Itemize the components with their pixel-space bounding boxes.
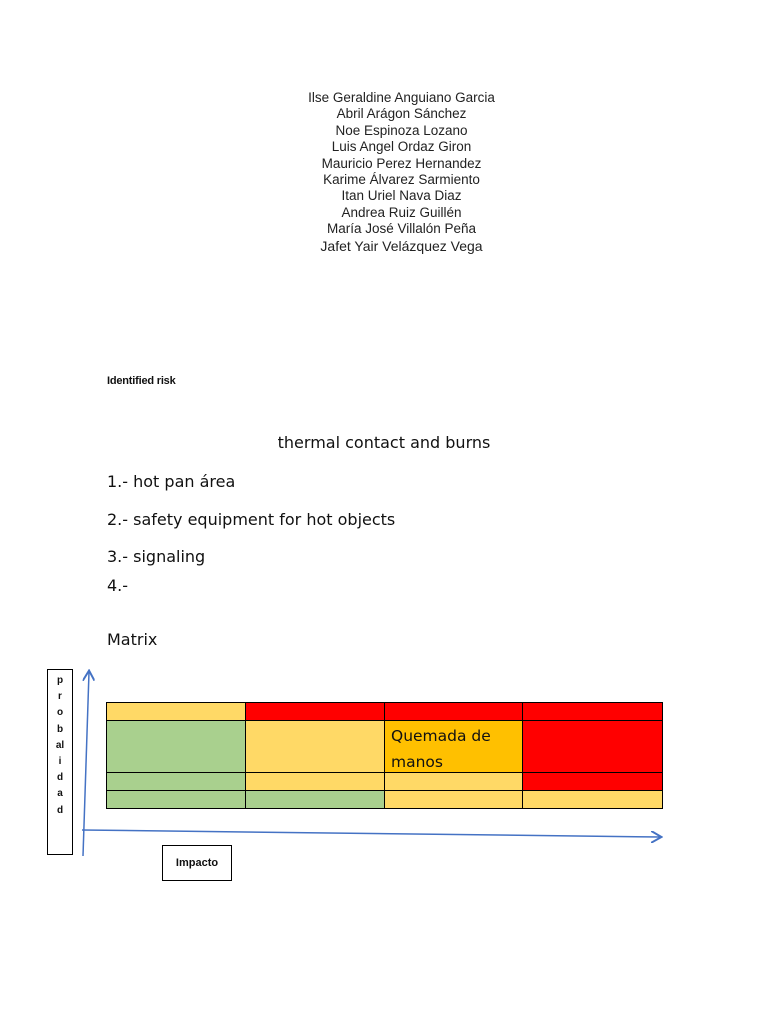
author-name: María José Villalón Peña xyxy=(326,221,477,237)
prob-letter: al xyxy=(55,739,65,751)
prob-letter: p xyxy=(56,675,64,686)
author-name: Ilse Geraldine Anguiano Garcia xyxy=(308,90,495,105)
highlight-cell-label: Quemada de manos xyxy=(391,727,491,771)
risk-item-3: 3.- signaling xyxy=(107,547,206,566)
identified-risk-label: Identified risk xyxy=(107,375,176,387)
prob-letter: o xyxy=(56,707,64,719)
author-name: Abril Arágon Sánchez xyxy=(336,106,467,122)
matrix-cell xyxy=(522,720,663,773)
prob-letter: a xyxy=(57,788,63,800)
author-name: Jafet Yair Velázquez Vega xyxy=(320,237,483,254)
y-axis-arrow xyxy=(83,672,89,856)
author-name: Noe Espinoza Lozano xyxy=(335,122,468,138)
matrix-cell xyxy=(106,720,246,773)
prob-letter: r xyxy=(58,691,62,703)
matrix-cell xyxy=(522,702,663,721)
matrix-cell xyxy=(384,702,523,721)
matrix-cell xyxy=(106,790,246,809)
prob-letter: d xyxy=(56,804,64,816)
matrix-cell xyxy=(245,702,385,721)
matrix-cell xyxy=(245,790,385,809)
x-axis-arrow xyxy=(82,830,660,837)
impact-axis-label: Impacto xyxy=(162,845,232,881)
risk-item-2: 2.- safety equipment for hot objects xyxy=(107,510,396,529)
prob-letter: i xyxy=(58,756,62,768)
prob-letter: d xyxy=(56,772,64,784)
matrix-cell xyxy=(245,720,385,773)
author-name: Itan Uriel Nava Diaz xyxy=(341,188,462,204)
author-name: Mauricio Perez Hernandez xyxy=(321,155,482,171)
matrix-cell xyxy=(245,772,385,791)
risk-item-4: 4.- xyxy=(107,576,129,595)
author-name: Andrea Ruiz Guillén xyxy=(341,204,462,220)
matrix-cell xyxy=(522,772,663,791)
matrix-cell xyxy=(106,702,246,721)
risk-matrix xyxy=(106,702,662,808)
risk-title: thermal contact and burns xyxy=(277,433,491,452)
matrix-cell xyxy=(106,772,246,791)
author-name: Luis Angel Ordaz Giron xyxy=(331,139,472,155)
matrix-title: Matrix xyxy=(107,630,158,649)
risk-item-1: 1.- hot pan área xyxy=(107,472,236,491)
author-name: Karime Álvarez Sarmiento xyxy=(323,172,480,188)
matrix-cell xyxy=(384,790,523,809)
prob-letter: b xyxy=(56,723,64,735)
matrix-cell xyxy=(522,790,663,809)
